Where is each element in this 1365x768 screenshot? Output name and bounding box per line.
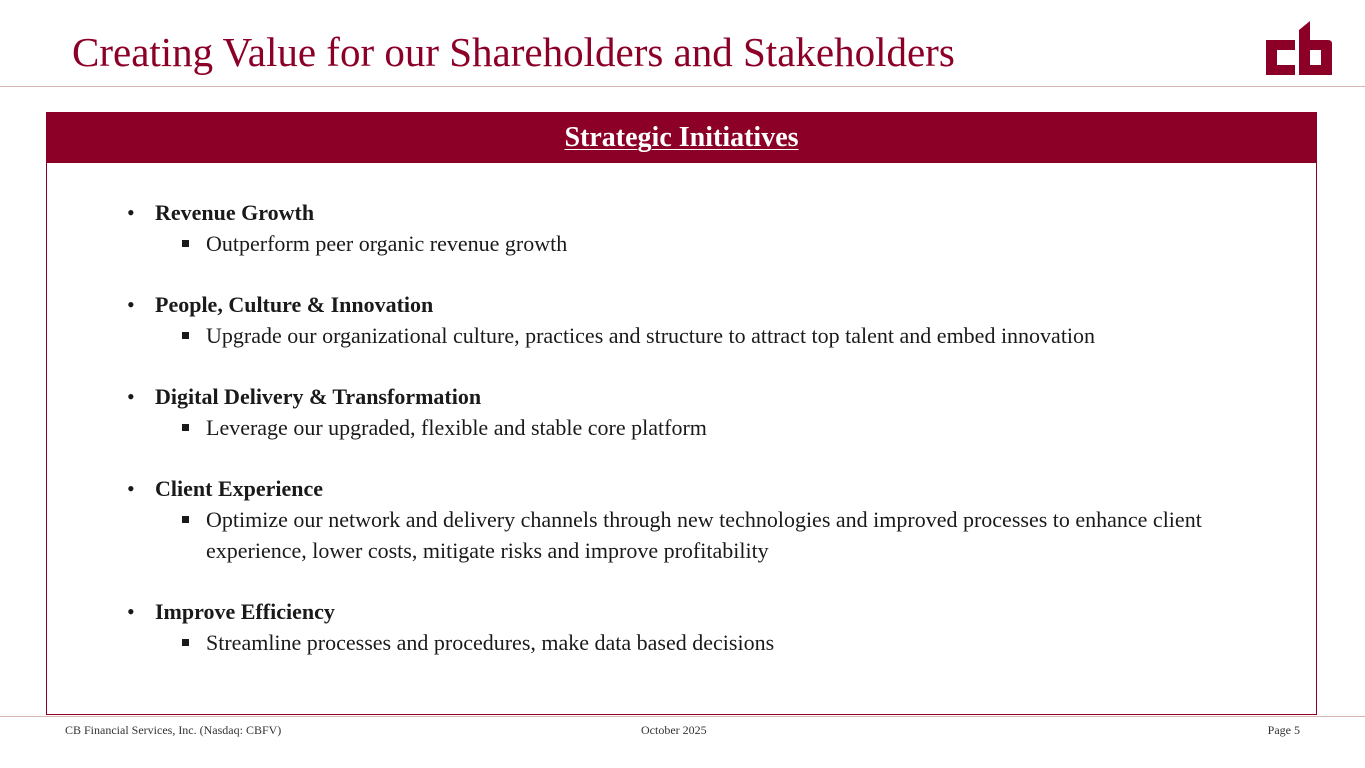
cb-logo-icon [1262, 18, 1332, 78]
initiatives-list [127, 199, 1287, 690]
footer-page-number: Page 5 [1267, 723, 1300, 737]
initiative-heading: Improve Efficiency [155, 599, 335, 624]
square-bullet-icon [182, 516, 189, 523]
bullet-icon: • [127, 200, 135, 225]
panel-heading: Strategic Initiatives [564, 122, 799, 153]
bullet-icon: • [127, 384, 135, 409]
initiative-heading: Client Experience [155, 476, 324, 501]
initiative-heading: People, Culture & Innovation [155, 292, 434, 317]
initiative-detail: Optimize our network and delivery channels through new technologies and improved processes to enhance client experience, lower costs, mitigate risks and improve profitability [206, 507, 1202, 563]
footer-date: October 2025 [641, 723, 707, 737]
initiative-detail: Upgrade our organizational culture, practices and structure to attract top talent and embed innovation [206, 323, 1096, 348]
initiative-heading: Digital Delivery & Transformation [155, 384, 482, 409]
initiative-item [127, 475, 1287, 566]
strategic-initiatives-panel [46, 112, 1317, 715]
initiative-item [127, 598, 1287, 658]
bullet-icon: • [127, 476, 135, 501]
initiative-item [127, 291, 1287, 351]
square-bullet-icon [182, 639, 189, 646]
initiative-detail: Leverage our upgraded, flexible and stable core platform [206, 415, 707, 440]
title-divider [0, 86, 1365, 87]
footer-divider [0, 716, 1365, 717]
footer-company: CB Financial Services, Inc. (Nasdaq: CBFV) [65, 723, 282, 737]
initiative-item [127, 199, 1287, 259]
square-bullet-icon [182, 332, 189, 339]
square-bullet-icon [182, 240, 189, 247]
initiative-detail: Streamline processes and procedures, make data based decisions [206, 630, 775, 655]
bullet-icon: • [127, 292, 135, 317]
panel-header [47, 113, 1316, 163]
initiative-item [127, 383, 1287, 443]
bullet-icon: • [127, 599, 135, 624]
initiative-detail: Outperform peer organic revenue growth [206, 231, 568, 256]
page-title: Creating Value for our Shareholders and Stakeholders [72, 29, 955, 75]
initiative-heading: Revenue Growth [155, 200, 315, 225]
square-bullet-icon [182, 424, 189, 431]
